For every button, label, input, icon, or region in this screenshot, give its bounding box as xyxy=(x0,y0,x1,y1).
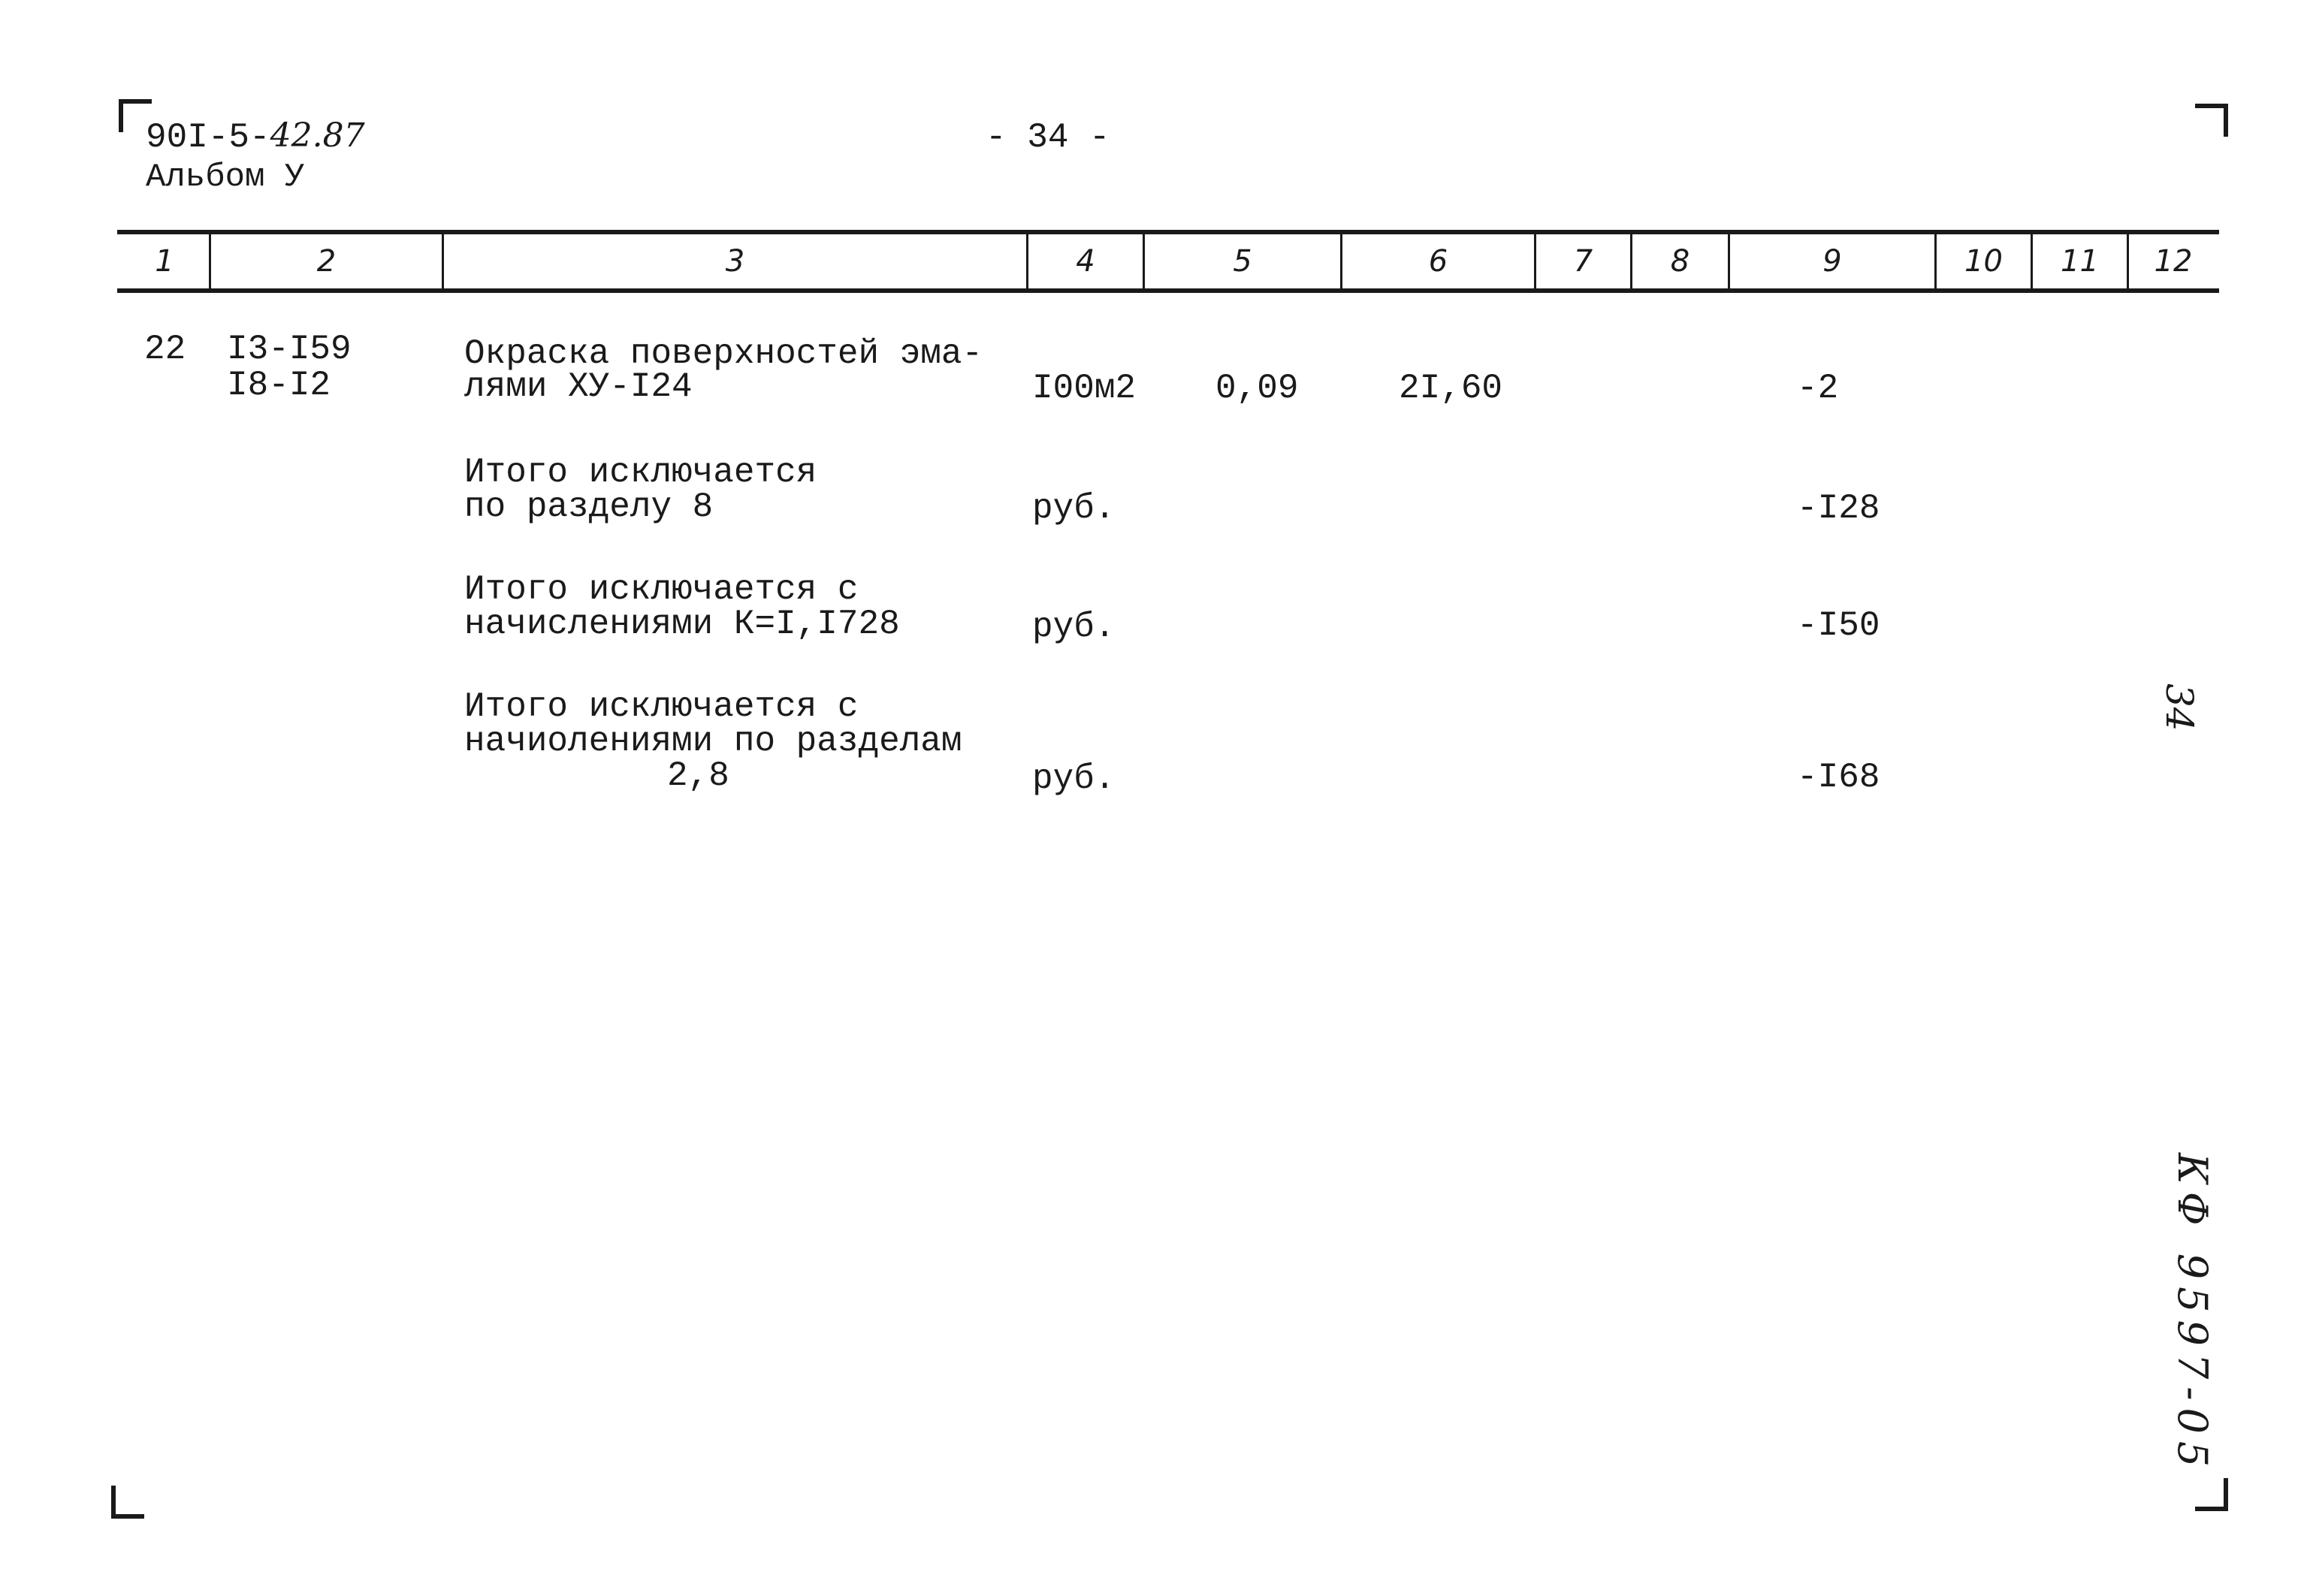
total-label-line-1: Итого исключается с xyxy=(464,687,859,726)
total-unit: руб. xyxy=(1032,759,1116,798)
side-page-mark: 34 xyxy=(2158,683,2201,732)
row-number: 22 xyxy=(144,330,186,369)
norm-code-line-1: I3-I59 xyxy=(227,330,352,369)
column-number-4: 4 xyxy=(1076,244,1095,279)
total-label-line-2: по разделу 8 xyxy=(464,487,714,526)
column-number-6: 6 xyxy=(1428,244,1448,279)
column-number-2: 2 xyxy=(316,244,337,279)
column-number-11: 11 xyxy=(2061,244,2099,279)
corner-mark-bottom-right xyxy=(2195,1478,2228,1511)
total-label-line-2: начислениями К=I,I728 xyxy=(464,605,900,644)
work-description-line-1: Окраска поверхностей эма- xyxy=(464,334,983,373)
unit-of-measure: I00м2 xyxy=(1032,369,1137,408)
total-value: -I50 xyxy=(1797,606,1880,645)
total-label-line-3: 2,8 xyxy=(667,756,729,795)
quantity: 0,09 xyxy=(1215,369,1299,408)
work-description-line-2: лями ХУ-I24 xyxy=(464,367,693,406)
album-label: Альбом У xyxy=(146,158,305,196)
total-value: -I68 xyxy=(1797,758,1880,797)
column-number-10: 10 xyxy=(1964,244,2003,279)
total-unit: руб. xyxy=(1032,489,1116,528)
total-label-line-2: начиолениями по разделам xyxy=(464,722,962,761)
total-value: -I28 xyxy=(1797,489,1880,528)
column-number-12: 12 xyxy=(2154,244,2193,279)
column-number-3: 3 xyxy=(725,244,745,279)
total-label-line-1: Итого исключается с xyxy=(464,570,859,609)
column-number-7: 7 xyxy=(1573,244,1593,279)
total-label-line-1: Итого исключается xyxy=(464,453,817,492)
document-code-handwritten: 42.87 xyxy=(270,116,365,155)
total-unit: руб. xyxy=(1032,608,1116,647)
column-number-9: 9 xyxy=(1822,244,1842,279)
document-code xyxy=(146,116,365,157)
document-code-printed: 90I-5- xyxy=(146,118,270,157)
side-document-code: КФ 9597-05 xyxy=(2169,1153,2216,1475)
column-number-5: 5 xyxy=(1233,244,1252,279)
corner-mark-bottom-left xyxy=(111,1486,144,1519)
table-header-bottom-rule xyxy=(117,288,2219,293)
unit-price: 2I,60 xyxy=(1399,369,1503,408)
norm-code-line-2: I8-I2 xyxy=(227,366,331,405)
page-number: - 34 - xyxy=(986,118,1110,157)
total-cost: -2 xyxy=(1797,369,1839,408)
column-number-1: 1 xyxy=(155,244,174,279)
corner-mark-top-right xyxy=(2195,104,2228,137)
column-number-8: 8 xyxy=(1670,244,1690,279)
